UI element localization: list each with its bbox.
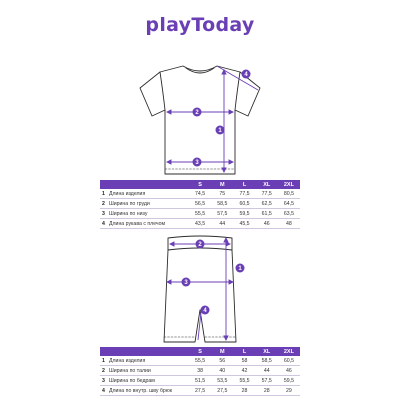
- shorts-table-header: [100, 347, 300, 356]
- table-cell: 58: [241, 357, 248, 364]
- row-label: Длина рукава с плечом: [109, 220, 166, 227]
- size-header: M: [220, 181, 225, 188]
- row-number: 3: [102, 377, 105, 384]
- shorts-marker-1-label: 1: [238, 266, 242, 273]
- table-cell: 58,5: [217, 200, 228, 207]
- tshirt-marker-1-label: 1: [218, 128, 222, 135]
- table-cell: 62,5: [261, 200, 272, 207]
- table-cell: 43,5: [195, 220, 206, 227]
- table-cell: 51,5: [195, 377, 206, 384]
- tshirt-diagram: [0, 44, 400, 184]
- table-cell: 40: [219, 367, 226, 374]
- table-cell: 45,5: [239, 220, 250, 227]
- table-cell: 59,5: [239, 210, 250, 217]
- table-cell: 28: [263, 387, 270, 394]
- table-cell: 58,5: [261, 357, 272, 364]
- shorts-inseam-line: [198, 312, 201, 340]
- table-cell: 59,5: [283, 377, 294, 384]
- table-cell: 55,5: [239, 377, 250, 384]
- tshirt-size-table: [100, 180, 300, 229]
- table-cell: 38: [197, 367, 203, 374]
- table-row: [100, 366, 300, 376]
- table-cell: 61,5: [261, 210, 272, 217]
- size-header: S: [198, 348, 202, 355]
- table-cell: 27,5: [195, 387, 206, 394]
- size-header: L: [242, 348, 247, 355]
- table-cell: 46: [263, 220, 270, 227]
- table-row: [100, 356, 300, 366]
- tshirt-collar: [186, 68, 214, 73]
- tshirt-markers: [193, 70, 251, 167]
- tshirt-marker-4-label: 4: [244, 72, 248, 79]
- shorts-marker-2-label: 2: [198, 242, 202, 249]
- table-cell: 57,5: [261, 377, 272, 384]
- table-cell: 60,5: [239, 200, 250, 207]
- row-number: 4: [102, 220, 105, 227]
- table-cell: 53,5: [217, 377, 228, 384]
- table-cell: 77,5: [261, 190, 272, 197]
- table-cell: 60,5: [283, 357, 294, 364]
- table-cell: 55,5: [195, 357, 206, 364]
- table-cell: 63,5: [283, 210, 294, 217]
- row-label: Ширина по низу: [109, 210, 148, 217]
- table-cell: 56: [219, 357, 226, 364]
- table-cell: 57,5: [217, 210, 228, 217]
- table-cell: 27,5: [217, 387, 228, 394]
- row-label: Ширина по груди: [109, 200, 150, 207]
- table-row: [100, 386, 300, 396]
- table-cell: 75: [219, 190, 226, 197]
- tshirt-table-header: [100, 180, 300, 189]
- row-number: 1: [102, 357, 105, 364]
- row-number: 2: [102, 367, 105, 374]
- table-cell: 48: [286, 220, 292, 227]
- tshirt-outline: [140, 66, 260, 174]
- table-cell: 44: [219, 220, 226, 227]
- size-header: S: [198, 181, 202, 188]
- row-number: 3: [102, 210, 105, 217]
- table-cell: 42: [241, 367, 248, 374]
- size-header: M: [220, 348, 225, 355]
- table-cell: 77,5: [239, 190, 250, 197]
- shorts-markers: [182, 240, 245, 315]
- row-label: Длина изделия: [109, 190, 146, 197]
- size-header: XL: [263, 181, 271, 188]
- table-row: [100, 189, 300, 199]
- shorts-diagram: [0, 226, 400, 350]
- table-cell: 46: [286, 367, 292, 374]
- tshirt-marker-3-label: 3: [195, 160, 199, 167]
- shorts-marker-3-label: 3: [184, 280, 188, 287]
- brand-logo: playToday: [145, 14, 255, 36]
- table-cell: 55,5: [195, 210, 206, 217]
- table-row: [100, 199, 300, 209]
- table-cell: 80,5: [283, 190, 294, 197]
- size-header: 2XL: [283, 348, 294, 355]
- shorts-size-table: [100, 347, 300, 396]
- row-number: 2: [102, 200, 105, 207]
- table-cell: 64,5: [283, 200, 294, 207]
- shorts-outline: [164, 250, 236, 342]
- size-header: L: [242, 181, 247, 188]
- table-row: [100, 376, 300, 386]
- row-label: Длина по внутр. шву брюк: [109, 387, 172, 394]
- row-label: Ширина по бедрам: [109, 377, 155, 384]
- table-row: [100, 209, 300, 219]
- shorts-marker-4-label: 4: [203, 308, 207, 315]
- table-cell: 44: [263, 367, 270, 374]
- row-number: 1: [102, 190, 105, 197]
- table-cell: 56,5: [195, 200, 206, 207]
- table-cell: 28: [241, 387, 248, 394]
- table-cell: 74,5: [195, 190, 206, 197]
- row-number: 4: [102, 387, 105, 394]
- row-label: Ширина по талии: [109, 367, 151, 374]
- table-cell: 29: [286, 387, 292, 394]
- size-header: 2XL: [283, 181, 294, 188]
- tshirt-sleeve-seam-left: [160, 72, 165, 110]
- tshirt-marker-2-label: 2: [195, 110, 199, 117]
- size-header: XL: [263, 348, 271, 355]
- row-label: Длина изделия: [109, 357, 146, 364]
